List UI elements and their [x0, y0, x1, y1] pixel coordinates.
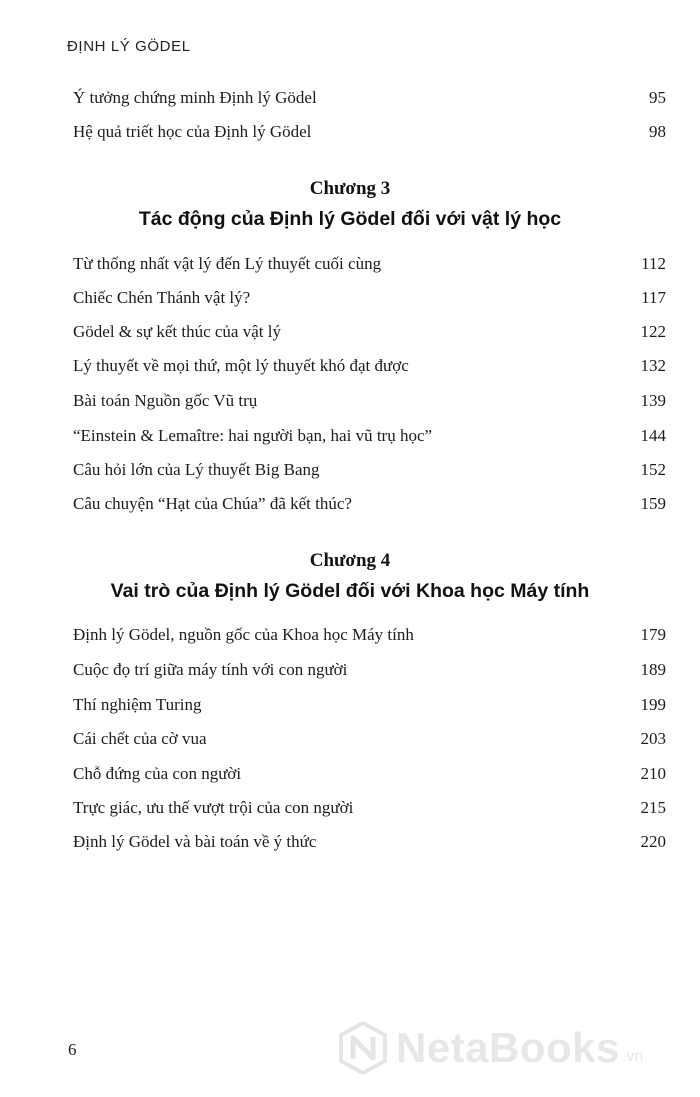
watermark: [338, 1020, 643, 1076]
toc-entry: [73, 798, 666, 822]
page-number: 6: [68, 1040, 77, 1059]
toc-entry: [73, 254, 666, 278]
toc-entry-page: 95: [649, 88, 666, 107]
toc-entry-title: “Einstein & Lemaître: hai người bạn, hai vũ trụ học”: [73, 426, 433, 445]
toc-entry-title: Cái chết của cờ vua: [73, 729, 207, 748]
running-header: ĐỊNH LÝ GÖDEL: [67, 38, 191, 55]
toc-entry-title: Chiếc Chén Thánh vật lý?: [73, 288, 251, 307]
toc-entry: [73, 322, 666, 346]
toc-entry: [73, 88, 666, 112]
toc-entry-page: 132: [640, 356, 666, 375]
toc-entry-title: Định lý Gödel và bài toán về ý thức: [73, 832, 317, 851]
toc-entry-page: 203: [640, 729, 666, 748]
toc-entry: [73, 729, 666, 753]
toc-entry-title: Gödel & sự kết thúc của vật lý: [73, 322, 281, 341]
toc-entry-title: Câu hỏi lớn của Lý thuyết Big Bang: [73, 460, 320, 479]
toc-entry: [73, 660, 666, 684]
toc-entry-page: 220: [640, 832, 666, 851]
watermark-suffix: .vn: [621, 1048, 644, 1065]
toc-entry-title: Lý thuyết về mọi thứ, một lý thuyết khó đạt được: [73, 356, 409, 375]
toc-entry: [73, 625, 666, 649]
toc-entry-title: Từ thống nhất vật lý đến Lý thuyết cuối cùng: [73, 254, 382, 273]
toc-entry-page: 210: [640, 764, 666, 783]
toc-entry-page: 139: [640, 391, 666, 410]
toc-entry-page: 112: [641, 254, 666, 273]
watermark-brand: NetaBooks: [396, 1024, 620, 1071]
netabooks-logo-icon: [338, 1021, 388, 1075]
chapter-title: Tác động của Định lý Gödel đối với vật lý học: [138, 208, 562, 230]
toc-entry-title: Thí nghiệm Turing: [73, 695, 202, 714]
toc-entry-page: 189: [640, 660, 666, 679]
toc-entry: [73, 122, 666, 146]
toc-entry: [73, 460, 666, 484]
toc-entry: [73, 426, 666, 450]
toc-entry: [73, 356, 666, 380]
toc-entry: [73, 832, 666, 856]
toc-entry: [73, 695, 666, 719]
toc-entry-page: 98: [649, 122, 666, 141]
toc-entry-page: 179: [640, 625, 666, 644]
toc-entry: [73, 764, 666, 788]
toc-entry-page: 117: [641, 288, 666, 307]
toc-entry: [73, 288, 666, 312]
toc-entry: [73, 391, 666, 415]
toc-entry-title: Bài toán Nguồn gốc Vũ trụ: [73, 391, 258, 410]
chapter-number: Chương 3: [309, 178, 391, 199]
toc-entry-title: Ý tưởng chứng minh Định lý Gödel: [73, 88, 317, 107]
toc-entry-title: Hệ quả triết học của Định lý Gödel: [73, 122, 312, 141]
toc-entry-title: Định lý Gödel, nguồn gốc của Khoa học Máy tính: [73, 625, 414, 644]
toc-entry-title: Câu chuyện “Hạt của Chúa” đã kết thúc?: [73, 494, 352, 513]
chapter-title: Vai trò của Định lý Gödel đối với Khoa học Máy tính: [110, 580, 590, 602]
toc-entry-title: Chỗ đứng của con người: [73, 764, 242, 783]
toc-entry-title: Trực giác, ưu thế vượt trội của con người: [73, 798, 354, 817]
chapter-number: Chương 4: [309, 550, 391, 571]
toc-entry: [73, 494, 666, 518]
toc-entry-page: 159: [640, 494, 666, 513]
toc-entry-page: 122: [640, 322, 666, 341]
toc-entry-page: 199: [640, 695, 666, 714]
toc-entry-title: Cuộc đọ trí giữa máy tính với con người: [73, 660, 348, 679]
toc-entry-page: 152: [640, 460, 666, 479]
toc-entry-page: 215: [640, 798, 666, 817]
toc-entry-page: 144: [640, 426, 666, 445]
